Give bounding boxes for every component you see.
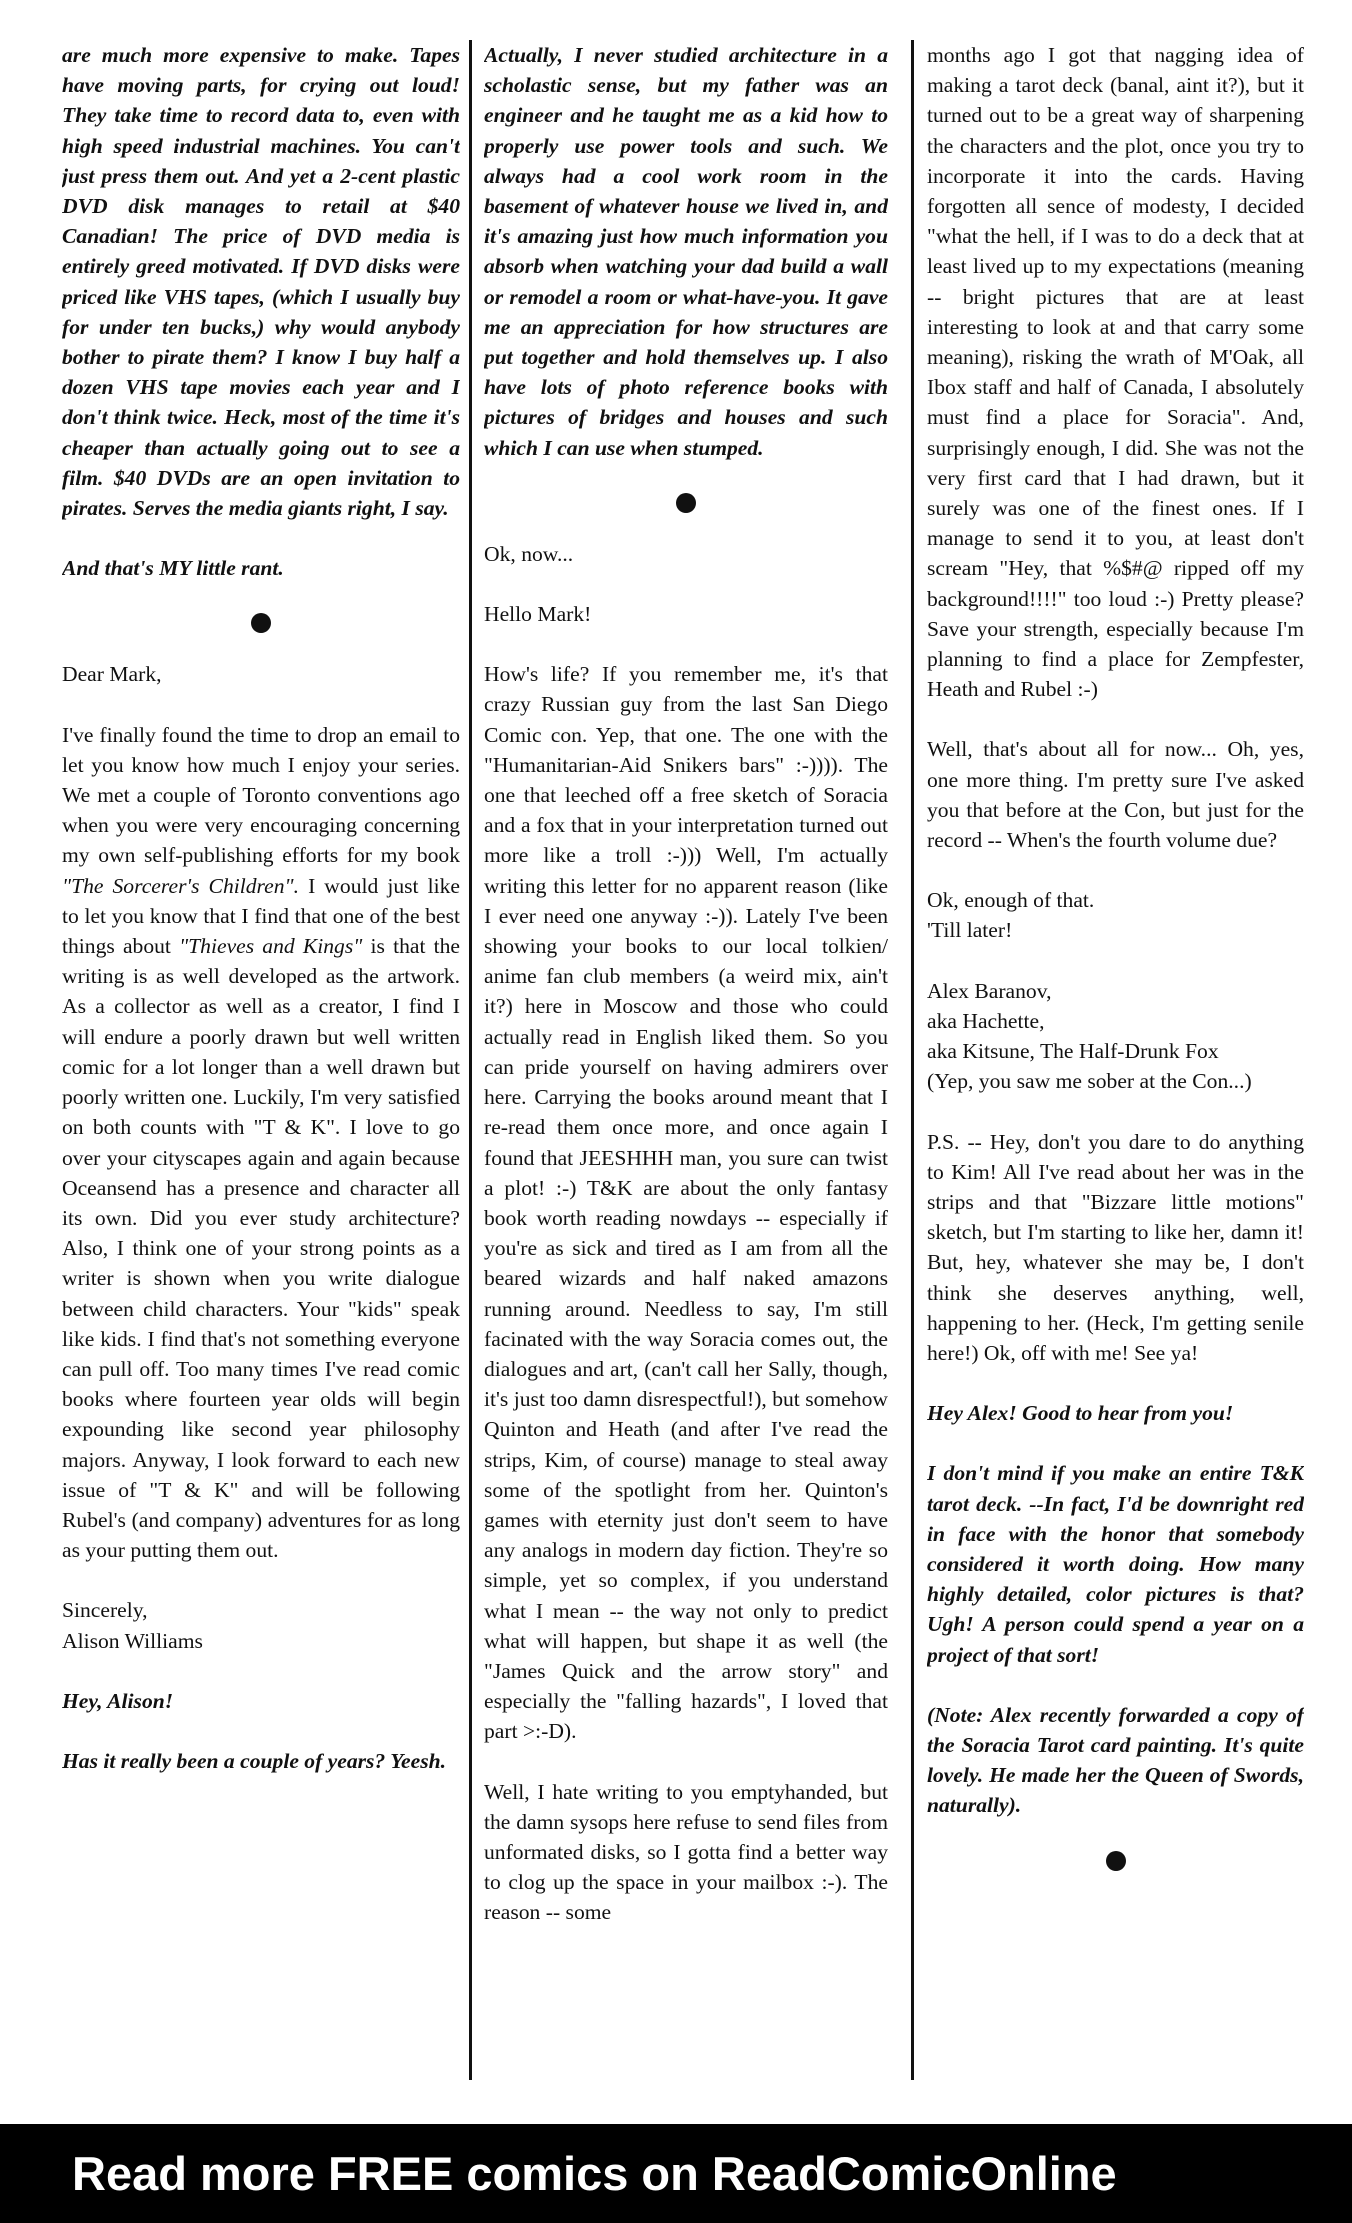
letter-postscript: P.S. -- Hey, don't you dare to do anything to Kim! All I've read about her was in the strips and that "Bizzare little motions" sketch, but I'm starting to like her, damn it! But, hey, whatever she may be, I don't think she deserves anything, well, happening to her. (Heck, I'm getting senile here!) Ok, off with me! See ya! <box>927 1129 1304 1365</box>
column-divider <box>911 40 914 2080</box>
letter-signoff: Sincerely, <box>62 1598 148 1623</box>
column-divider <box>469 40 472 2080</box>
editor-reply-greeting: Hey Alex! Good to hear from you! <box>927 1401 1234 1426</box>
letter-alias: aka Kitsune, The Half-Drunk Fox <box>927 1039 1219 1064</box>
letter-body: How's life? If you remember me, it's that crazy Russian guy from the last San Diego Comic con. Yep, that one. The one with the "Humanitarian-Aid Snikers bars" :-)))). The one that leeched off a free sketch of Soracia and a fox that in your interpretation turned out more like a troll :-))) Well, I'm actually writing this letter for no apparent reason (like I ever need one anyway :-)). Lately I've been showing your books to our local tolkien/ anime fan club members (a weird mix, ain't it?) here in Moscow and those who could actually read in English liked them. So you can pride yourself on having admirers over here. Carrying the books around meant that I re-read them once more, and once again I found that JEESHHH man, you sure can twist a plot! :-) T&K are about the only fantasy book worth reading nowdays -- especially if you're as sick and tired as I am from all the beared wizards and half naked amazons running around. Needless to say, I'm still facinated with the way Soracia comes out, the dialogues and art, (can't call her Sally, though, it's just too damn disrespectful!), but somehow Quinton and Heath (and after I've read the strips, Kim, of course) manage to steal away some of the spotlight from her. Quinton's games with eternity just don't seem to have any analogs in modern day fiction. They're so simple, yet so complex, if you understand what I mean -- the way not only to predict what will happen, but shape it as well (the "James Quick and the arrow story" and especially the "falling hazards", I loved that part >:-D). <box>484 662 888 1744</box>
editor-rant: are much more expensive to make. Tapes have moving parts, for crying out loud! They take time to record data to, even with high speed industrial machines. You can't just press them out. And yet a 2-cent plastic DVD disk manages to retail at $40 Canadian! The price of DVD media is entirely greed motivated. If DVD disks were priced like VHS tapes, (which I usually buy for under ten bucks,) why would anybody bother to pirate them? I know I buy half a dozen VHS tape movies each year and I don't think twice. Heck, most of the time it's cheaper than actually going out to see a film. $40 DVDs are an open invitation to pirates. Serves the media giants right, I say. <box>62 43 460 521</box>
book-title: "The Sorcerer's Children". <box>62 873 299 898</box>
letter-closing: Ok, enough of that. <box>927 888 1095 913</box>
series-title: "Thieves and Kings" <box>179 934 363 959</box>
column-3 <box>927 40 1304 2080</box>
letter-body-continued: Well, I hate writing to you emptyhanded, but the damn sysops here refuse to send files from unformated disks, so I gotta find a better way to clog up the space in your mailbox :-). The reason -- some <box>484 1779 888 1925</box>
bullet-separator <box>1106 1851 1126 1871</box>
letter-intro: Ok, now... <box>484 541 574 566</box>
editor-reply-greeting: Hey, Alison! <box>62 1688 174 1713</box>
letter-greeting: Dear Mark, <box>62 662 162 687</box>
letter-alias-note: (Yep, you saw me sober at the Con...) <box>927 1069 1252 1094</box>
bullet-separator <box>251 613 271 633</box>
editor-reply-note: (Note: Alex recently forwarded a copy of the Soracia Tarot card painting. It's quite lovely. He made her the Queen of Swords, naturally). <box>927 1702 1304 1818</box>
letter-signature: Alison Williams <box>62 1628 203 1653</box>
letter-greeting: Hello Mark! <box>484 602 592 627</box>
column-1 <box>62 40 460 2080</box>
letter-alias: aka Hachette, <box>927 1008 1045 1033</box>
column-2 <box>484 40 888 2080</box>
editor-reply-architecture: Actually, I never studied architecture in a scholastic sense, but my father was an engineer and he taught me as a kid how to properly use power tools and such. We always had a cool work room in the basement of whatever house we lived in, and it's amazing just how much information you absorb when watching your dad build a wall or remodel a room or what-have-you. It gave me an appreciation for how structures are put together and hold themselves up. I also have lots of photo reference books with pictures of bridges and houses and such which I can use when stumped. <box>484 43 888 460</box>
letter-body-question: Well, that's about all for now... Oh, yes, one more thing. I'm pretty sure I've asked you that before at the Con, but just for the record -- When's the fourth volume due? <box>927 737 1304 853</box>
editor-rant-end: And that's MY little rant. <box>62 556 284 581</box>
editor-reply-text: Has it really been a couple of years? Yeesh. <box>62 1748 447 1773</box>
letter-signature: Alex Baranov, <box>927 978 1052 1003</box>
editor-reply-text: I don't mind if you make an entire T&K tarot deck. --In fact, I'd be downright red in face with the honor that somebody considered it worth doing. How many highly detailed, color pictures is that? Ugh! A person could spend a year on a project of that sort! <box>927 1461 1304 1667</box>
letter-body: months ago I got that nagging idea of making a tarot deck (banal, aint it?), but it turned out to be a great way of sharpening the characters and the plot, once you try to incorporate it into the cards. Having forgotten all sence of modesty, I decided "what the hell, if I was to do a deck that at least lived up to my expectations (meaning -- bright pictures that are at least interesting to look at and that carry some meaning), risking the wrath of M'Oak, all Ibox staff and half of Canada, I absolutely must find a place for Soracia". And, surprisingly enough, I did. She was not the very first card that I had drawn, but it surely was one of the finest ones. If I manage to send it to you, at least don't scream "Hey, that %$#@ ripped off my background!!!!" too loud :-) Pretty please? Save your strength, especially because I'm planning to find a place for Zempfester, Heath and Rubel :-) <box>927 43 1304 702</box>
letter-body: I've finally found the time to drop an email to let you know how much I enjoy your series. We met a couple of Toronto conventions ago when you were very encouraging concerning my own self-publishing efforts for my book "The Sorcerer's Children". I would just like to let you know that I find that one of the best things about "Thieves and Kings" is that the writing is as well developed as the artwork. As a collector as well as a creator, I find I will endure a poorly drawn but well written comic for a lot longer than a well drawn but poorly written one. Luckily, I'm very satisfied on both counts with "T & K". I love to go over your cityscapes again and again because Oceansend has a presence and character all its own. Did you ever study architecture? Also, I think one of your strong points as a writer is shown when you write dialogue between child characters. Your "kids" speak like kids. I find that's not something everyone can pull off. Too many times I've read comic books where fourteen year olds will begin expounding like second year philosophy majors. Anyway, I look forward to each new issue of "T & K" and will be following Rubel's (and company) adventures for as long as your putting them out. <box>62 722 460 1563</box>
footer-banner[interactable]: Read more FREE comics on ReadComicOnline <box>0 2124 1352 2223</box>
bullet-separator <box>676 493 696 513</box>
letter-closing-2: 'Till later! <box>927 918 1013 943</box>
